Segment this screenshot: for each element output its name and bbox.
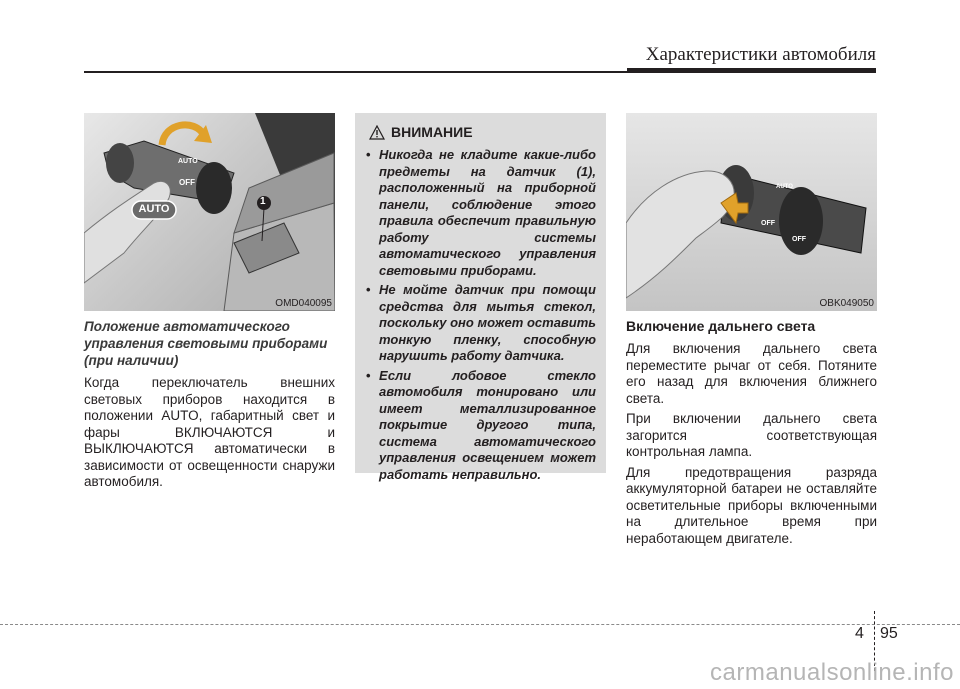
- page-number: 95: [880, 625, 898, 642]
- warning-triangle-icon: [369, 125, 385, 140]
- paragraph: При включении дальнего света загорится соответствующая контрольная лампа.: [626, 411, 877, 459]
- figure-code: OMD040095: [275, 298, 332, 309]
- watermark-text: carmanualsonline.info: [710, 659, 954, 686]
- warning-item: • Если лобовое стекло автомобиля тонировано или имеет металлизированное покрытие другого типа, система автоматического управления освещением может работать неправильно.: [366, 367, 596, 482]
- footer-rule: [0, 624, 960, 625]
- page-header-title: Характеристики автомобиля: [645, 44, 876, 65]
- auto-light-description: [84, 375, 335, 491]
- section-heading: Включение дальнего света: [626, 318, 816, 334]
- paragraph: Для предотвращения разряда аккумуляторной батареи не оставляйте осветительные приборы включенными на длительное время при неработающем двигателе.: [626, 464, 877, 546]
- light-switch-illustration: [84, 113, 335, 311]
- svg-text:AUTO: AUTO: [178, 158, 198, 165]
- warning-item: • Не мойте датчик при помощи средства для мытья стекол, поскольку оно может оставить тонкую пленку, способную нарушить работу датчика.: [366, 282, 596, 363]
- auto-light-switch-figure: [84, 113, 335, 311]
- header-rule-accent: [627, 68, 876, 73]
- svg-text:OFF: OFF: [792, 236, 806, 243]
- warning-box: [355, 113, 606, 482]
- bullet-icon: •: [366, 147, 371, 162]
- high-beam-description: [626, 341, 877, 547]
- bullet-icon: •: [366, 367, 371, 383]
- warning-header: [369, 121, 596, 143]
- paragraph: Когда переключатель внешних световых приборов находится в положении AUTO, габаритный свет и фары ВКЛЮЧАЮТСЯ и ВЫКЛЮЧАЮТСЯ автоматически в зависимости от освещенности снаружи автомобиля.: [84, 375, 335, 489]
- figure-caption: Положение автоматического управления световыми приборами (при наличии): [84, 319, 328, 368]
- auto-badge-label: AUTO: [138, 203, 170, 215]
- svg-text:AUTO: AUTO: [776, 184, 793, 190]
- paragraph: Для включения дальнего света переместите рычаг от себя. Потяните его назад для включения ближнего света.: [626, 341, 877, 406]
- right-column: [626, 113, 877, 551]
- figure-code: OBK049050: [819, 298, 874, 309]
- high-beam-switch-figure: [626, 113, 877, 311]
- high-beam-illustration: [626, 113, 877, 311]
- left-column: [84, 113, 335, 495]
- svg-text:OFF: OFF: [179, 178, 195, 187]
- chapter-number: 4: [855, 625, 864, 642]
- bullet-icon: •: [366, 282, 371, 297]
- warning-title: ВНИМАНИЕ: [391, 124, 473, 140]
- warning-item: • Никогда не кладите какие-либо предметы на датчик (1), расположенный на приборной панели, соблюдение этого правила обеспечит правильную работу системы автоматического управления световыми приборами.: [366, 147, 596, 278]
- sensor-callout-number: 1: [260, 196, 266, 207]
- svg-text:OFF: OFF: [761, 220, 775, 227]
- warning-list: [363, 147, 596, 483]
